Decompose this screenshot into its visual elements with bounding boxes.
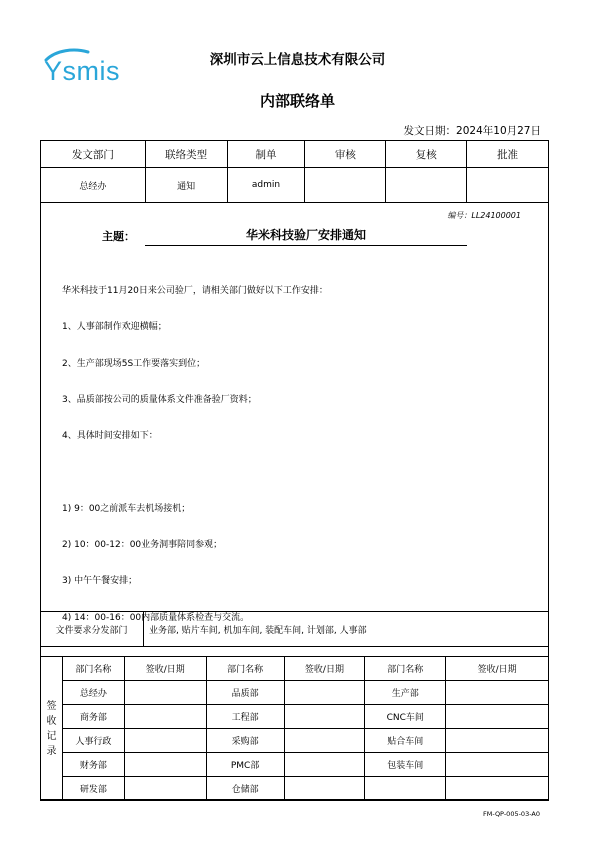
sign-date-field[interactable]	[124, 777, 206, 801]
recheck-value[interactable]	[386, 168, 467, 203]
logo-text: Ysmis	[44, 56, 120, 86]
sign-row	[41, 681, 549, 705]
issuing-department-value[interactable]: 总经办	[41, 168, 146, 203]
sign-date-field[interactable]	[284, 753, 365, 777]
dept-name: 贴合车间	[365, 729, 446, 753]
distribution-row	[40, 611, 549, 647]
sign-header-cell: 部门名称	[206, 657, 284, 681]
approval-value-row	[41, 168, 549, 203]
sign-date-field[interactable]	[446, 777, 549, 801]
header-cell: 复核	[386, 141, 467, 168]
dept-name: 总经办	[62, 681, 124, 705]
body-line: 3、品质部按公司的质量体系文件准备验厂资料；	[62, 395, 257, 406]
dept-name: CNC车间	[365, 705, 446, 729]
sign-date-field[interactable]	[124, 729, 206, 753]
sign-date-field[interactable]	[124, 705, 206, 729]
distribution-label: 文件要求分发部门	[40, 612, 144, 646]
dept-name: 财务部	[62, 753, 124, 777]
distribution-departments[interactable]: 业务部, 贴片车间, 机加车间, 装配车间, 计划部, 人事部	[149, 625, 367, 636]
sign-header-cell: 签收/日期	[284, 657, 365, 681]
sign-row	[41, 753, 549, 777]
approval-value[interactable]	[467, 168, 549, 203]
header-cell: 联络类型	[145, 141, 227, 168]
dept-name: 采购部	[206, 729, 284, 753]
document-number: 编号：LL24100001	[447, 211, 521, 220]
prepared-by-value[interactable]: admin	[227, 168, 305, 203]
company-name: 深圳市云上信息技术有限公司	[209, 52, 386, 68]
body-line: 4、具体时间安排如下：	[62, 431, 158, 442]
sign-date-field[interactable]	[284, 729, 365, 753]
sign-header-cell: 签收/日期	[446, 657, 549, 681]
content-area	[40, 202, 549, 623]
sign-date-field[interactable]	[446, 729, 549, 753]
dept-name: 包装车间	[365, 753, 446, 777]
body-line: 3) 中午午餐安排；	[62, 576, 138, 587]
body-text	[62, 261, 328, 648]
header-cell: 审核	[305, 141, 386, 168]
approval-header-row	[41, 141, 549, 168]
sign-date-field[interactable]	[284, 705, 365, 729]
body-line: 华米科技于11月20日来公司验厂，请相关部门做好以下工作安排：	[62, 286, 328, 297]
header-cell: 制单	[227, 141, 305, 168]
sign-date-field[interactable]	[124, 753, 206, 777]
contact-type-value[interactable]: 通知	[145, 168, 227, 203]
subject-title: 华米科技验厂安排通知	[145, 226, 467, 246]
dept-name: PMC部	[206, 753, 284, 777]
sign-header-cell: 签收/日期	[124, 657, 206, 681]
header-cell: 发文部门	[41, 141, 146, 168]
body-line	[62, 467, 328, 479]
header-cell: 批准	[467, 141, 549, 168]
dept-name	[365, 777, 446, 801]
sign-date-field[interactable]	[284, 777, 365, 801]
subject-label: 主题：	[102, 230, 135, 243]
dept-name: 商务部	[62, 705, 124, 729]
dept-name: 品质部	[206, 681, 284, 705]
sign-side-char: 收	[46, 715, 57, 727]
sign-side-char: 签	[46, 700, 57, 712]
dept-name: 人事行政	[62, 729, 124, 753]
dept-name: 研发部	[62, 777, 124, 801]
sign-side-char: 录	[46, 745, 57, 757]
body-line: 2、生产部现场5S工作要落实到位；	[62, 358, 206, 369]
sign-header-cell: 部门名称	[62, 657, 124, 681]
sign-date-field[interactable]	[446, 753, 549, 777]
issue-date: 发文日期：2024年10月27日	[403, 125, 541, 137]
sign-date-field[interactable]	[446, 681, 549, 705]
review-value[interactable]	[305, 168, 386, 203]
dept-name: 工程部	[206, 705, 284, 729]
body-line: 4) 14：00-16：00内部质量体系检查与交流。	[62, 612, 250, 623]
document-title: 内部联络单	[259, 92, 335, 110]
sign-side-label	[41, 657, 63, 801]
form-code: FM-QP-005-03-A0	[483, 810, 540, 818]
dept-name: 生产部	[365, 681, 446, 705]
sign-off-table	[40, 656, 549, 801]
sign-header-row	[41, 657, 549, 681]
sign-date-field[interactable]	[124, 681, 206, 705]
sign-header-cell: 部门名称	[365, 657, 446, 681]
body-line: 2) 10：00-12：00业务洞事陪同参观；	[62, 540, 223, 551]
sign-row	[41, 777, 549, 801]
sign-row	[41, 705, 549, 729]
body-line: 1、人事部制作欢迎横幅；	[62, 322, 167, 333]
approval-table	[40, 140, 549, 203]
sign-side-char: 记	[46, 730, 57, 742]
sign-date-field[interactable]	[446, 705, 549, 729]
body-line: 1) 9：00之前派车去机场接机；	[62, 503, 191, 514]
sign-date-field[interactable]	[284, 681, 365, 705]
sign-row	[41, 729, 549, 753]
dept-name: 仓储部	[206, 777, 284, 801]
